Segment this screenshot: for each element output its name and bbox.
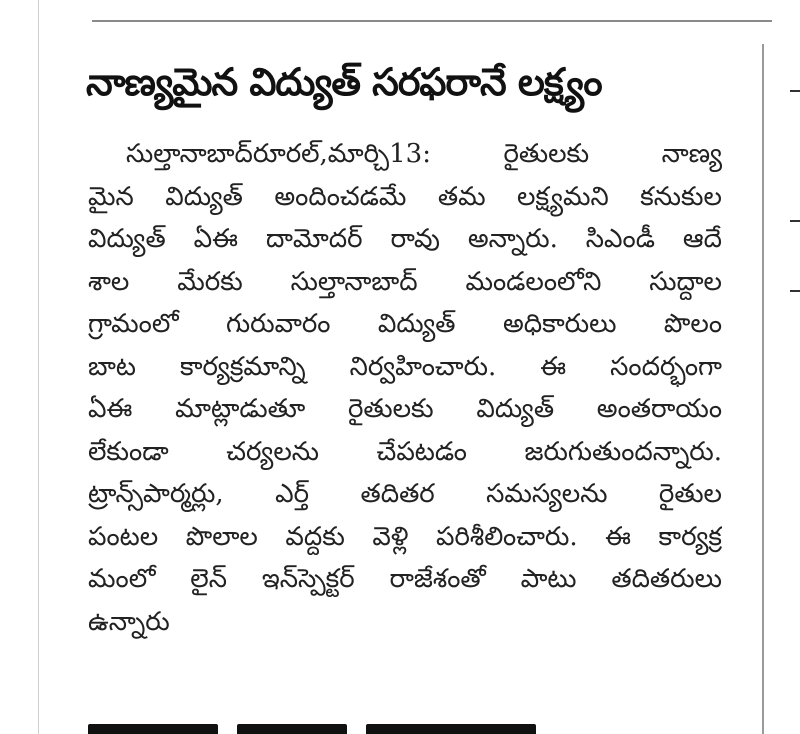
top-divider [92,20,772,22]
adjacent-text-fragment [790,290,800,292]
article-line: మైన విద్యుత్ అందించడమే తమ లక్ష్యమని కనుకుల [88,181,722,212]
article-body [88,133,722,643]
next-article-headline-fragment [88,716,648,734]
column-divider [762,44,764,734]
article-line: విద్యుత్ ఏఈ దామోదర్ రావు అన్నారు. సిఎండీ ఆదే [88,224,722,254]
article-line: శాల మేరకు సుల్తానాబాద్ మండలంలోని సుద్దాల [88,266,722,297]
article-line: మంలో లైన్ ఇన్‌స్పెక్టర్ రాజేశంతో పాటు తదితరులు [88,564,722,594]
article-line: లేకుండా చర్యలను చేపటడం జరుగుతుందన్నారు. [88,436,722,467]
adjacent-column-fragment [788,60,800,734]
article-line: పంటల పొలాల వద్దకు వెళ్లి పరిశీలించారు. ఈ కార్యక్ర [88,521,722,552]
adjacent-text-fragment [790,90,800,92]
article-line: సుల్తానాబాద్‌రూరల్‌,మార్చి13: రైతులకు నాణ్య [126,139,722,169]
article-line: గ్రామంలో గురువారం విద్యుత్ అధికారులు పొలం [88,309,722,339]
article-headline: నాణ్యమైన విద్యుత్ సరఫరానే లక్ష్యం [86,60,602,104]
cropped-text-fragment [88,724,218,734]
cropped-text-fragment [237,724,347,734]
article-line: ఉన్నారు [88,606,170,637]
cropped-text-fragment [366,724,536,734]
article-line: ట్రాన్స్‌పార్మర్లు, ఎర్త్ తదితర సమస్యలను రైతుల [88,479,722,509]
article-line: బాట కార్యక్రమాన్ని నిర్వహించారు. ఈ సందర్భంగా [88,351,722,382]
adjacent-text-fragment [790,220,800,222]
article-line: ఏఈ మాట్లాడుతూ రైతులకు విద్యుత్ అంతరాయం [88,394,722,424]
page-left-border [38,0,39,734]
